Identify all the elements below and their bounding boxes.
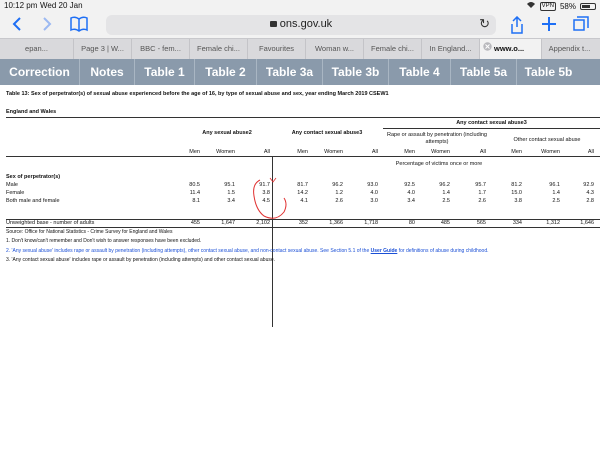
user-guide-link[interactable]: User Guide [370, 248, 398, 254]
footnote-2-tail: for definitions of abuse during childhood. [397, 248, 489, 254]
base-cell: 2,102 [256, 220, 270, 226]
browser-tab[interactable]: epan... [0, 39, 74, 59]
footnote-2 [6, 248, 489, 254]
table-cell: 11.4 [189, 190, 200, 196]
unit-label: Percentage of victims once or more [395, 161, 483, 167]
nav-table-5b[interactable]: Table 5b [524, 65, 573, 79]
divider [6, 117, 600, 118]
browser-tab[interactable]: Female chi... [190, 39, 248, 59]
table-cell: 14.2 [297, 190, 308, 196]
battery-percent: 58% [559, 1, 576, 11]
browser-tab[interactable]: Favourites [248, 39, 306, 59]
source-note: Source: Office for National Statistics - Crime Survey for England and Wales [6, 229, 173, 235]
table-cell: 4.5 [262, 198, 270, 204]
battery-icon [580, 3, 596, 10]
nav-table-2[interactable]: Table 2 [195, 59, 257, 85]
footnote-1: 1. Don't know/can't remember and Don't wish to answer responses have been excluded. [6, 238, 202, 244]
nav-notes[interactable]: Notes [80, 59, 135, 85]
footnote-3: 3. 'Any contact sexual abuse' includes rape or assault by penetration (including attempts) and other contact sexual abuse. [6, 257, 276, 263]
table-cell: 81.7 [297, 182, 308, 188]
back-chevron-icon[interactable] [8, 16, 26, 34]
table-cell: 1.7 [478, 190, 486, 196]
address-bar[interactable] [106, 15, 496, 35]
divider [6, 219, 600, 220]
base-cell: 1,312 [546, 220, 560, 226]
col-men: Men [189, 149, 200, 155]
col-all: All [587, 149, 594, 155]
group-header-any-sexual: Any sexual abuse2 [202, 130, 252, 136]
table-cell: 96.1 [549, 182, 560, 188]
group-header-other-contact: Other contact sexual abuse [513, 137, 581, 143]
table-cell: 2.6 [335, 198, 343, 204]
table-region: England and Wales [6, 109, 57, 115]
group-header-rape: Rape or assault by penetration (including attempts) [387, 132, 487, 145]
base-cell: 565 [476, 220, 486, 226]
wifi-icon [526, 1, 536, 11]
table-cell: 96.2 [439, 182, 450, 188]
browser-toolbar [0, 12, 600, 38]
status-indicators [526, 1, 596, 11]
group-header-any-contact-top: Any contact sexual abuse3 [456, 120, 527, 126]
footnote-2-text: 2. 'Any sexual abuse' includes rape or assault by penetration (including attempts), other contact sexual abuse, and non-contact sexual abuse. See Section 5.1 of the [6, 248, 371, 254]
browser-tab-active[interactable] [480, 39, 542, 59]
table-cell: 3.0 [370, 198, 378, 204]
browser-tab[interactable]: Female chi... [364, 39, 422, 59]
col-all: All [371, 149, 378, 155]
nav-table-5a[interactable]: Table 5a [451, 59, 517, 85]
base-row-label: Unweighted base - number of adults [6, 220, 95, 226]
forward-chevron-icon[interactable] [38, 16, 56, 34]
row-header: Sex of perpetrator(s) [6, 174, 61, 180]
divider [6, 227, 600, 228]
group-header-any-contact: Any contact sexual abuse3 [291, 130, 363, 136]
table-cell: 93.0 [367, 182, 378, 188]
table-cell: 4.0 [407, 190, 415, 196]
col-women: Women [324, 149, 343, 155]
col-women: Women [541, 149, 560, 155]
col-men: Men [404, 149, 415, 155]
base-cell: 1,718 [364, 220, 378, 226]
table-cell: 92.9 [583, 182, 594, 188]
base-cell: 334 [512, 220, 522, 226]
lock-icon [270, 21, 277, 27]
nav-table-3a[interactable]: Table 3a [257, 59, 323, 85]
table-cell: 3.4 [407, 198, 415, 204]
table-cell: 92.5 [404, 182, 415, 188]
table-cell: 3.8 [514, 198, 522, 204]
browser-tab-strip [0, 38, 600, 59]
base-cell: 455 [190, 220, 200, 226]
base-cell: 80 [408, 220, 415, 226]
table-cell: 2.5 [442, 198, 450, 204]
browser-tab[interactable]: In England... [422, 39, 480, 59]
row-label: Both male and female [6, 198, 60, 204]
browser-tab[interactable]: BBC - fem... [132, 39, 190, 59]
divider [6, 156, 600, 157]
table-cell: 8.1 [192, 198, 200, 204]
sheet-nav-bar [0, 59, 600, 85]
table-cell: 3.8 [262, 190, 270, 196]
table-cell: 80.5 [189, 182, 200, 188]
status-date: Wed 20 Jan [40, 1, 83, 10]
base-cell: 1,366 [329, 220, 343, 226]
table-cell: 4.3 [586, 190, 594, 196]
table-cell: 4.1 [300, 198, 308, 204]
col-women: Women [431, 149, 450, 155]
table-cell: 3.4 [227, 198, 235, 204]
table-cell: 1.4 [442, 190, 450, 196]
table-cell: 81.2 [511, 182, 522, 188]
tabs-overview-icon[interactable] [572, 16, 590, 34]
browser-tab[interactable]: Woman w... [306, 39, 364, 59]
row-label: Female [6, 190, 25, 196]
divider [383, 128, 600, 129]
table-cell: 2.5 [552, 198, 560, 204]
nav-correction[interactable]: Correction [0, 59, 80, 85]
col-all: All [479, 149, 486, 155]
table-cell: 95.1 [224, 182, 235, 188]
close-tab-icon[interactable] [483, 39, 492, 48]
status-bar [0, 0, 600, 12]
col-all: All [263, 149, 270, 155]
reload-icon[interactable]: ↻ [479, 16, 490, 31]
table-cell: 2.8 [586, 198, 594, 204]
table-cell: 91.7 [259, 182, 270, 188]
share-icon[interactable] [508, 16, 526, 34]
nav-table-4[interactable]: Table 4 [389, 59, 451, 85]
active-tab-label: www.o... [494, 44, 525, 53]
table-cell: 4.0 [370, 190, 378, 196]
base-cell: 485 [440, 220, 450, 226]
table-cell: 15.0 [511, 190, 522, 196]
vpn-badge: VPN [541, 2, 554, 9]
table-cell: 1.2 [335, 190, 343, 196]
table-cell: 96.2 [332, 182, 343, 188]
base-cell: 1,647 [221, 220, 235, 226]
browser-tab[interactable]: Page 3 | W... [74, 39, 132, 59]
url-text: ons.gov.uk [279, 18, 333, 30]
base-cell: 352 [298, 220, 308, 226]
new-tab-plus-icon[interactable] [540, 16, 558, 34]
table-cell: 1.4 [552, 190, 560, 196]
nav-table-3b[interactable]: Table 3b [323, 59, 389, 85]
browser-tab[interactable]: Appendix t... [548, 44, 591, 53]
nav-table-1[interactable]: Table 1 [135, 59, 195, 85]
clock-time: 10:12 pm [4, 1, 38, 10]
base-cell: 1,646 [580, 220, 594, 226]
table-cell: 1.5 [227, 190, 235, 196]
column-divider [272, 157, 273, 327]
table-cell: 2.6 [478, 198, 486, 204]
col-men: Men [511, 149, 522, 155]
col-women: Women [216, 149, 235, 155]
table-title: Table 13: Sex of perpetrator(s) of sexual abuse experienced before the age of 16, by type of sexual abuse and sex, year ending March 2019 CSEW1 [6, 91, 389, 97]
row-label: Male [6, 182, 18, 188]
bookmarks-book-icon[interactable] [68, 16, 90, 34]
table-cell: 95.7 [475, 182, 486, 188]
col-men: Men [297, 149, 308, 155]
table-sheet [0, 85, 600, 450]
